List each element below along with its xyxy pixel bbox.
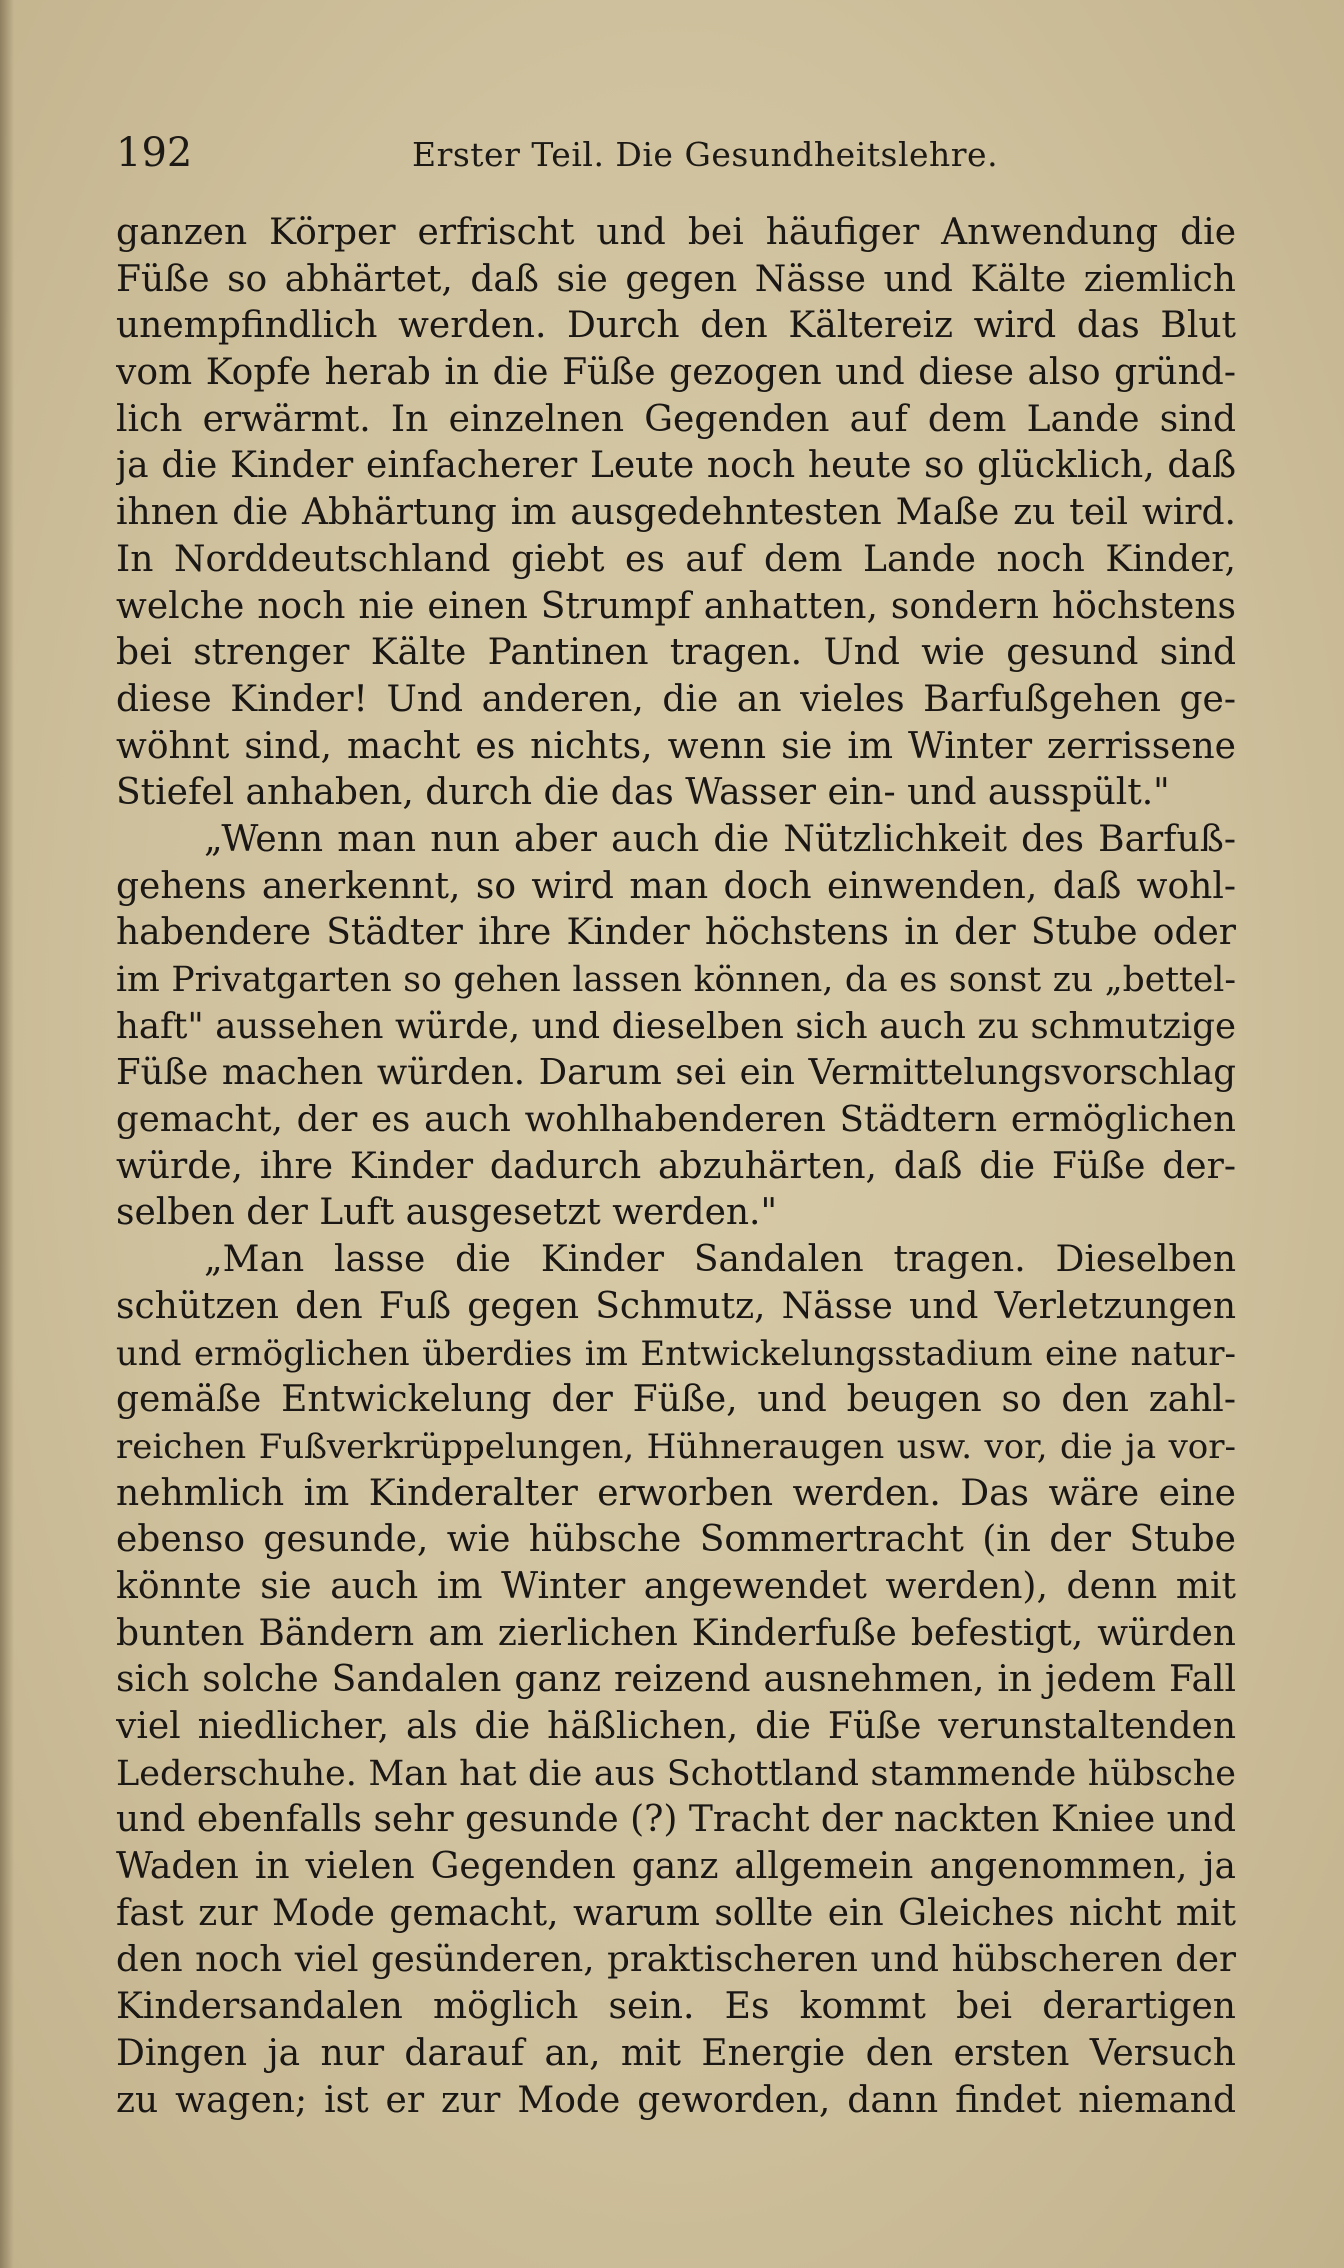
text-line: ihnen die Abhärtung im ausgedehntesten Maße zu teil wird.	[116, 492, 1236, 534]
text-line: selben der Luft ausgesetzt werden."	[116, 1192, 778, 1234]
text-line: zu wagen; ist er zur Mode geworden, dann findet niemand	[116, 2079, 1236, 2121]
page-number: 192	[116, 130, 193, 176]
text-line: ja die Kinder einfacherer Leute noch heute so glücklich, daß	[116, 445, 1236, 487]
text-line: habendere Städter ihre Kinder höchstens in der Stube oder	[116, 912, 1236, 954]
text-line: Lederschuhe. Man hat die aus Schottland stammende hübsche	[116, 1753, 1236, 1794]
text-line: bunten Bändern am zierlichen Kinderfuße befestigt, würden	[116, 1612, 1236, 1654]
text-line: sich solche Sandalen ganz reizend ausnehmen, in jedem Fall	[116, 1659, 1236, 1701]
text-line: ganzen Körper erfrischt und bei häufiger Anwendung die	[116, 212, 1236, 253]
body-text	[116, 210, 1236, 2124]
text-line: Füße so abhärtet, daß sie gegen Nässe und Kälte ziemlich	[116, 258, 1236, 300]
text-line: wöhnt sind, macht es nichts, wenn sie im Winter zerrissene	[116, 725, 1236, 767]
header-title: Erster Teil. Die Gesundheitslehre.	[412, 135, 999, 174]
text-line: unempfindlich werden. Durch den Kältereiz wird das Blut	[116, 305, 1236, 347]
text-line: und ermöglichen überdies im Entwickelungsstadium eine natur-	[116, 1333, 1236, 1374]
paragraph	[116, 817, 1236, 1237]
text-line: „Man lasse die Kinder Sandalen tragen. Dieselben	[204, 1239, 1236, 1281]
text-line: würde, ihre Kinder dadurch abzuhärten, daß die Füße der-	[116, 1145, 1236, 1187]
text-line: lich erwärmt. In einzelnen Gegenden auf dem Lande sind	[116, 398, 1236, 440]
text-line: In Norddeutschland giebt es auf dem Lande noch Kinder,	[116, 538, 1236, 580]
text-line: welche noch nie einen Strumpf anhatten, sondern höchstens	[116, 585, 1236, 627]
text-line: gemacht, der es auch wohlhabenderen Städtern ermöglichen	[116, 1099, 1236, 1141]
text-line: reichen Fußverkrüppelungen, Hühneraugen usw. vor, die ja vor-	[116, 1426, 1236, 1467]
text-line: „Wenn man nun aber auch die Nützlichkeit des Barfuß-	[204, 818, 1236, 860]
text-line: vom Kopfe herab in die Füße gezogen und diese also gründ-	[116, 352, 1236, 394]
text-line: Waden in vielen Gegenden ganz allgemein angenommen, ja	[116, 1846, 1236, 1888]
paragraph	[116, 210, 1236, 817]
paragraph	[116, 1237, 1236, 2124]
text-line: Dingen ja nur darauf an, mit Energie den ersten Versuch	[116, 2032, 1236, 2074]
text-line: könnte sie auch im Winter angewendet werden), denn mit	[116, 1565, 1236, 1607]
text-line: Kindersandalen möglich sein. Es kommt bei derartigen	[116, 1986, 1236, 2028]
text-line: gehens anerkennt, so wird man doch einwenden, daß wohl-	[116, 865, 1236, 907]
text-line: Stiefel anhaben, durch die das Wasser ein- und ausspült."	[116, 772, 1170, 814]
text-line: viel niedlicher, als die häßlichen, die Füße verunstaltenden	[116, 1706, 1236, 1747]
text-line: im Privatgarten so gehen lassen können, da es sonst zu „bettel-	[116, 960, 1236, 1000]
text-line: gemäße Entwickelung der Füße, und beugen so den zahl-	[116, 1379, 1236, 1421]
text-line: ebenso gesunde, wie hübsche Sommertracht (in der Stube	[116, 1519, 1236, 1561]
text-line: diese Kinder! Und anderen, die an vieles Barfußgehen ge-	[116, 678, 1236, 720]
text-line: nehmlich im Kinderalter erworben werden. Das wäre eine	[116, 1472, 1236, 1514]
text-line: fast zur Mode gemacht, warum sollte ein Gleiches nicht mit	[116, 1892, 1236, 1934]
text-line: Füße machen würden. Darum sei ein Vermittelungsvorschlag	[116, 1052, 1236, 1094]
text-line: schützen den Fuß gegen Schmutz, Nässe und Verletzungen	[116, 1285, 1236, 1327]
text-line: haft" aussehen würde, und dieselben sich auch zu schmutzige	[116, 1005, 1236, 1047]
text-line: den noch viel gesünderen, praktischeren und hübscheren der	[116, 1939, 1236, 1981]
text-line: bei strenger Kälte Pantinen tragen. Und wie gesund sind	[116, 632, 1236, 674]
text-line: und ebenfalls sehr gesunde (?) Tracht der nackten Kniee und	[116, 1799, 1236, 1841]
running-head	[116, 128, 1236, 178]
